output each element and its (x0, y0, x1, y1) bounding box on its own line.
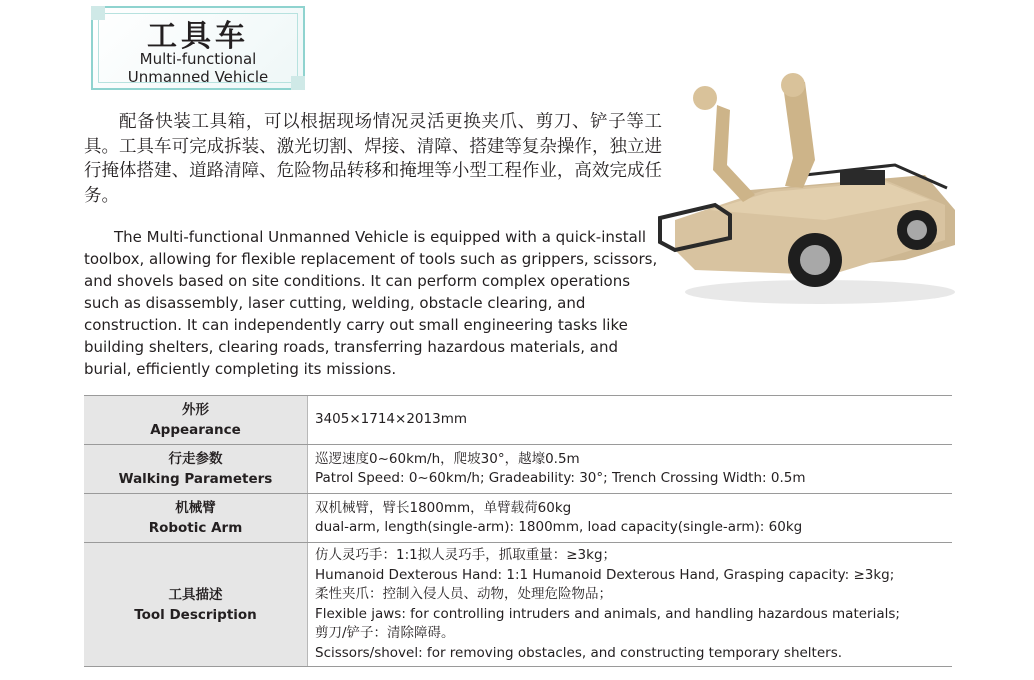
spec-label (84, 396, 308, 444)
description-en: The Multi-functional Unmanned Vehicle is equipped with a quick-install toolbox, allowing for flexible replacement of tools such as grippers, scissors, and shovels based on site conditions. It can perform complex operations such as disassembly, laser cutting, welding, obstacle clearing, and construction. It can independently carry out small engineering tasks like building shelters, clearing roads, transferring hazardous materials, and burial, efficiently completing its missions. (84, 228, 658, 378)
spec-label (84, 543, 308, 666)
title-cn: 工具车 (147, 19, 249, 54)
table-row (84, 396, 952, 445)
table-row (84, 445, 952, 494)
spec-value-line: dual-arm, length(single-arm): 1800mm, load capacity(single-arm): 60kg (315, 519, 803, 535)
spec-label-en: Tool Description (134, 606, 257, 623)
left-arm-joint (693, 86, 717, 110)
spec-value (308, 494, 952, 542)
spec-value (308, 445, 952, 493)
spec-label (84, 494, 308, 542)
spec-label-cn: 外形 (182, 402, 209, 418)
description-cn: 配备快装工具箱，可以根据现场情况灵活更换夹爪、剪刀、铲子等工具。工具车可完成拆装、激光切割、焊接、清障、搭建等复杂操作，独立进行掩体搭建、道路清障、危险物品转移和掩埋等小型工程作业，高效完成任务。 (84, 112, 662, 206)
spec-label-en: Robotic Arm (148, 520, 243, 536)
spec-label-en: Walking Parameters (118, 471, 273, 487)
spec-value-line: Scissors/shovel: for removing obstacles, and constructing temporary shelters. (315, 644, 843, 661)
title-box (91, 6, 305, 90)
spec-value-line: Flexible jaws: for controlling intruders and animals, and handling hazardous materials; (315, 605, 900, 622)
spec-label-cn: 机械臂 (175, 500, 216, 516)
spec-value-line: 剪刀/铲子：清除障碍。 (315, 625, 455, 641)
spec-label (84, 445, 308, 493)
spec-value (308, 396, 952, 444)
spec-value-line: 3405×1714×2013mm (315, 411, 467, 428)
title-en-line2: Unmanned Vehicle (127, 68, 269, 86)
spec-value-line: 巡逻速度0~60km/h，爬坡30°，越壕0.5m (315, 450, 580, 467)
right-arm-joint (781, 73, 805, 97)
table-row (84, 543, 952, 666)
spec-value-line: Patrol Speed: 0~60km/h; Gradeability: 30°; Trench Crossing Width: 0.5m (315, 470, 806, 486)
spec-value (308, 543, 952, 666)
spec-value-line: 双机械臂，臂长1800mm，单臂载荷60kg (315, 499, 572, 516)
spec-value-line: 柔性夹爪：控制入侵人员、动物，处理危险物品； (315, 586, 612, 602)
spec-table (84, 395, 952, 667)
toolbox (840, 170, 885, 185)
spec-value-line: 仿人灵巧手：1:1拟人灵巧手，抓取重量：≥3kg； (315, 547, 617, 563)
spec-label-cn: 行走参数 (168, 451, 223, 467)
spec-label-cn: 工具描述 (168, 586, 223, 603)
spec-label-en: Appearance (150, 422, 241, 438)
rear-wheel-rim (907, 220, 927, 240)
right-robotic-arm (783, 82, 815, 188)
front-wheel-rim (800, 245, 830, 275)
vehicle-image (655, 70, 965, 310)
title-en-line1: Multi-functional (139, 50, 257, 68)
spec-value-line: Humanoid Dexterous Hand: 1:1 Humanoid Dexterous Hand, Grasping capacity: ≥3kg; (315, 566, 895, 583)
table-row (84, 494, 952, 543)
left-robotic-arm (713, 105, 755, 202)
